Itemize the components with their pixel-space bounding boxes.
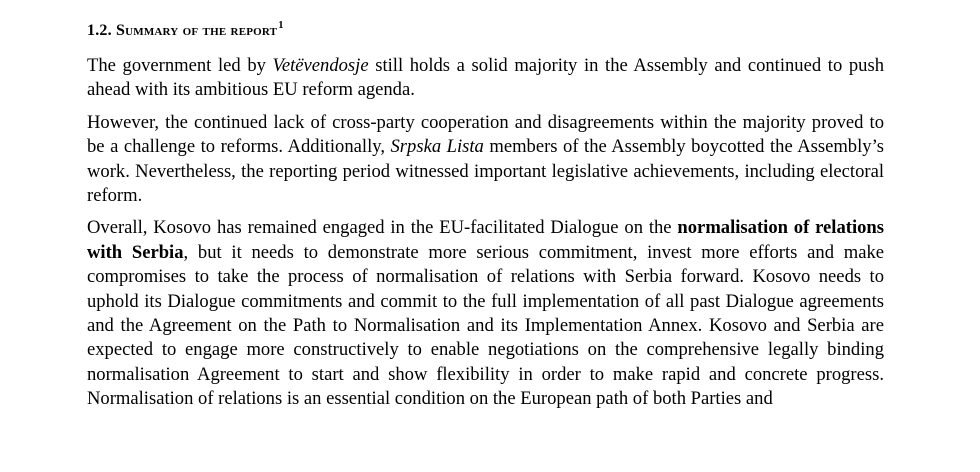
party-name-srpska-lista: Srpska Lista xyxy=(390,136,484,158)
footnote-marker[interactable]: 1 xyxy=(278,19,284,31)
paragraph-text: members of the Assembly boycotted the Assembly’s work. Nevertheless, the reporting period witnessed important legislative achievements, including electoral reform. xyxy=(87,136,884,207)
document-page xyxy=(87,14,884,420)
section-title: Summary of the report xyxy=(116,22,278,39)
paragraph-text: , but it needs to demonstrate more serious commitment, invest more efforts and make compromises to take the process of normalisation of relations with Serbia forward. Kosovo needs to uphold its Dialogue commitments and commit to the full implementation of all past Dialogue agreements and the Agreement on the Path to Normalisation and its Implementation Annex. Kosovo and Serbia are expected to engage more constructively to enable negotiations on the comprehensive legally binding normalisation Agreement to start and show flexibility in order to make rapid and concrete progress. Normalisation of relations is an essential condition on the European path of both Parties and xyxy=(87,241,884,410)
paragraph-text: However, the continued lack of cross-party cooperation and disagreements within the majority proved to be a challenge to reforms. Additionally, xyxy=(87,111,884,158)
section-heading xyxy=(87,20,884,42)
emphasis-normalisation: normalisation of relations with Serbia xyxy=(87,217,885,263)
paragraph-text: The government led by xyxy=(87,55,273,76)
party-name-vetevendosje: Vetëvendosje xyxy=(272,55,369,76)
paragraph-1 xyxy=(87,54,884,103)
paragraph-text: Overall, Kosovo has remained engaged in the EU-facilitated Dialogue on the xyxy=(87,217,678,239)
paragraph-2 xyxy=(87,111,884,209)
section-number: 1.2. xyxy=(87,22,116,39)
paragraph-text: still holds a solid majority in the Assembly and continued to push ahead with its ambitious EU reform agenda. xyxy=(87,55,885,101)
paragraph-3 xyxy=(87,216,884,411)
